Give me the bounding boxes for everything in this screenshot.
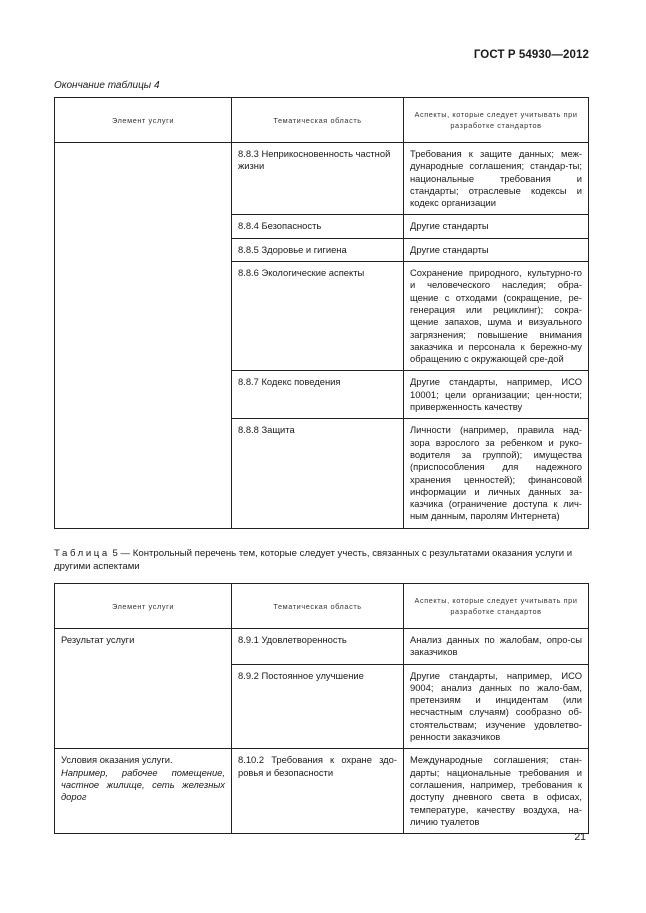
table5-area-cell: 8.10.2 Требования к охране здо-ровья и безопасности xyxy=(232,749,404,834)
table5-aspects-cell: Анализ данных по жалобам, опро-сы заказчиков xyxy=(404,629,589,665)
table4-element-cell xyxy=(55,143,232,529)
table4-area-cell: 8.8.4 Безопасность xyxy=(232,215,404,238)
table4-area-cell: 8.8.8 Защита xyxy=(232,419,404,528)
table5-aspects-cell: Международные соглашения; стан-дарты; национальные требования и соглашения, например, требования к доступу дневного света в офисах, температуре, качеству воздуха, на-личию туалетов xyxy=(404,749,589,834)
table5-header-area: Тематическая область xyxy=(232,584,404,629)
table4-aspects-cell: Требования к защите данных; меж-дународные соглашения; стандар-ты; национальные требования и стандарты; отраслевые кодексы и кодекс организации xyxy=(404,143,589,215)
table5-aspects-cell: Другие стандарты, например, ИСО 9004; анализ данных по жало-бам, претензиям и инцидентам (или несчастным случаям) сообразно об-стоятельствам; изучение удовлетво-ренности заказчиков xyxy=(404,664,589,749)
table4-header-row xyxy=(55,98,589,143)
table-row xyxy=(55,143,589,215)
table5-caption xyxy=(54,548,594,573)
page-number: 21 xyxy=(574,831,586,843)
table4-aspects-cell: Другие стандарты xyxy=(404,238,589,261)
table5-element-text: Результат услуги xyxy=(61,634,135,645)
table5-caption-number: 5 xyxy=(112,548,118,559)
table5-header-row xyxy=(55,584,589,629)
table5-caption-text: — Контрольный перечень тем, которые следует учесть, связанных с результатами оказания услуги и другими аспектами xyxy=(54,548,573,572)
table5-element-note: Например, рабочее помещение, частное жилище, сеть железных дорог xyxy=(61,766,225,803)
table-5 xyxy=(54,583,589,834)
table4-aspects-cell: Другие стандарты xyxy=(404,215,589,238)
table-row xyxy=(55,629,589,665)
table4-area-cell: 8.8.5 Здоровье и гигиена xyxy=(232,238,404,261)
table-4 xyxy=(54,97,589,529)
table5-element-cell xyxy=(55,629,232,749)
table4-aspects-cell: Личности (например, правила над-зора взрослого за ребенком и руко-водителя за группой); имущества (приспособления для надежного хранения ценностей); финансовой информации и личных данных за-казчика (ограничение доступа к лич-ным данным, паролям Интернета) xyxy=(404,419,589,528)
table4-area-cell: 8.8.7 Кодекс поведения xyxy=(232,371,404,419)
table-row xyxy=(55,749,589,834)
table5-area-cell: 8.9.1 Удовлетворенность xyxy=(232,629,404,665)
table5-element-text: Условия оказания услуги. xyxy=(61,754,173,766)
table5-area-cell: 8.9.2 Постоянное улучшение xyxy=(232,664,404,749)
document-code: ГОСТ Р 54930—2012 xyxy=(473,49,589,61)
table4-header-area: Тематическая область xyxy=(232,98,404,143)
table5-header-aspects: Аспекты, которые следует учитывать при разработке стандартов xyxy=(404,584,589,629)
table4-area-cell: 8.8.3 Неприкосновенность частной жизни xyxy=(232,143,404,215)
table4-header-aspects: Аспекты, которые следует учитывать при разработке стандартов xyxy=(404,98,589,143)
table4-area-cell: 8.8.6 Экологические аспекты xyxy=(232,262,404,371)
table4-aspects-cell: Сохранение природного, культурно-го и человеческого наследия; обра-щение с отходами (сокращение, ре-генерация или рециклинг); сокра-щение запахов, шума и визуального загрязнения; повышение внимания заказчика и персонала к бережно-му обращению с окружающей сре-дой xyxy=(404,262,589,371)
table4-aspects-cell: Другие стандарты, например, ИСО 10001; цели организации; цен-ности; приверженность качеству xyxy=(404,371,589,419)
table5-element-cell xyxy=(55,749,232,834)
table5-header-element: Элемент услуги xyxy=(55,584,232,629)
table4-header-element: Элемент услуги xyxy=(55,98,232,143)
table4-caption: Окончание таблицы 4 xyxy=(54,80,160,91)
table5-caption-label: Таблица xyxy=(54,548,110,559)
